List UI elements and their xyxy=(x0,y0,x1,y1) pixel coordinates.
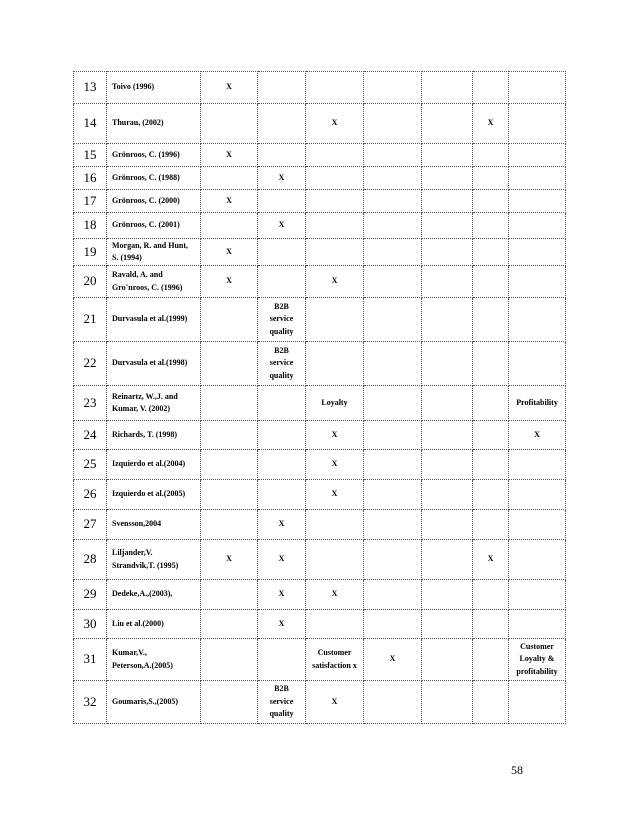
mark-cell-c1 xyxy=(201,104,258,144)
mark-cell-c3: X xyxy=(306,450,364,480)
mark-cell-c7 xyxy=(509,681,566,724)
mark-cell-c6 xyxy=(473,342,509,386)
table-row xyxy=(74,167,566,190)
mark-cell-c2 xyxy=(258,239,306,266)
row-number: 27 xyxy=(74,510,107,540)
mark-cell-c5 xyxy=(422,298,473,342)
table-row xyxy=(74,342,566,386)
mark-cell-c1: X xyxy=(201,540,258,580)
reference-cell: Izquierdo et al.(2005) xyxy=(107,480,201,510)
mark-cell-c6 xyxy=(473,239,509,266)
mark-cell-c1 xyxy=(201,450,258,480)
mark-cell-c1 xyxy=(201,421,258,450)
mark-cell-c7: Profitability xyxy=(509,386,566,421)
table-body xyxy=(74,72,566,724)
mark-cell-c3 xyxy=(306,510,364,540)
mark-cell-c6 xyxy=(473,144,509,167)
mark-cell-c5 xyxy=(422,610,473,639)
mark-cell-c6 xyxy=(473,681,509,724)
mark-cell-c5 xyxy=(422,144,473,167)
mark-cell-c1: X xyxy=(201,190,258,213)
reference-cell: Toivo (1996) xyxy=(107,72,201,104)
reference-cell: Liljander,V. Strandvik,T. (1995) xyxy=(107,540,201,580)
table-row xyxy=(74,144,566,167)
mark-cell-c2 xyxy=(258,450,306,480)
mark-cell-c4 xyxy=(364,104,422,144)
mark-cell-c5 xyxy=(422,480,473,510)
mark-cell-c3: X xyxy=(306,681,364,724)
mark-cell-c7: Customer Loyalty & profitability xyxy=(509,639,566,681)
mark-cell-c7 xyxy=(509,540,566,580)
table-row xyxy=(74,480,566,510)
mark-cell-c3 xyxy=(306,610,364,639)
table-row xyxy=(74,510,566,540)
mark-cell-c6: X xyxy=(473,104,509,144)
mark-cell-c3: X xyxy=(306,104,364,144)
mark-cell-c4 xyxy=(364,480,422,510)
mark-cell-c4 xyxy=(364,144,422,167)
table-row xyxy=(74,104,566,144)
mark-cell-c1: X xyxy=(201,239,258,266)
mark-cell-c3 xyxy=(306,167,364,190)
row-number: 29 xyxy=(74,580,107,610)
mark-cell-c5 xyxy=(422,167,473,190)
mark-cell-c4: X xyxy=(364,639,422,681)
row-number: 17 xyxy=(74,190,107,213)
table-row xyxy=(74,266,566,298)
table-row xyxy=(74,298,566,342)
mark-cell-c2 xyxy=(258,144,306,167)
table-row xyxy=(74,450,566,480)
mark-cell-c6: X xyxy=(473,540,509,580)
row-number: 19 xyxy=(74,239,107,266)
mark-cell-c6 xyxy=(473,266,509,298)
mark-cell-c7 xyxy=(509,167,566,190)
mark-cell-c5 xyxy=(422,190,473,213)
mark-cell-c1 xyxy=(201,386,258,421)
mark-cell-c1 xyxy=(201,639,258,681)
mark-cell-c7 xyxy=(509,510,566,540)
mark-cell-c1 xyxy=(201,510,258,540)
mark-cell-c3: X xyxy=(306,480,364,510)
mark-cell-c2 xyxy=(258,386,306,421)
mark-cell-c4 xyxy=(364,421,422,450)
reference-cell: Durvasula et al.(1999) xyxy=(107,298,201,342)
reference-cell: Morgan, R. and Hunt, S. (1994) xyxy=(107,239,201,266)
mark-cell-c5 xyxy=(422,540,473,580)
mark-cell-c2 xyxy=(258,72,306,104)
mark-cell-c7 xyxy=(509,610,566,639)
mark-cell-c4 xyxy=(364,342,422,386)
row-number: 15 xyxy=(74,144,107,167)
mark-cell-c3 xyxy=(306,144,364,167)
mark-cell-c3: Loyalty xyxy=(306,386,364,421)
mark-cell-c2: X xyxy=(258,213,306,239)
mark-cell-c6 xyxy=(473,190,509,213)
mark-cell-c2: X xyxy=(258,610,306,639)
mark-cell-c1 xyxy=(201,298,258,342)
reference-cell: Liu et al.(2000) xyxy=(107,610,201,639)
table-row xyxy=(74,681,566,724)
reference-cell: Kumar,V., Peterson,A.(2005) xyxy=(107,639,201,681)
row-number: 18 xyxy=(74,213,107,239)
reference-cell: Goumaris,S.,(2005) xyxy=(107,681,201,724)
reference-cell: Ravald, A. and Gro¨nroos, C. (1996) xyxy=(107,266,201,298)
mark-cell-c6 xyxy=(473,480,509,510)
table-row xyxy=(74,540,566,580)
mark-cell-c2 xyxy=(258,266,306,298)
mark-cell-c2: B2B service quality xyxy=(258,298,306,342)
table-row xyxy=(74,421,566,450)
mark-cell-c3 xyxy=(306,540,364,580)
mark-cell-c4 xyxy=(364,386,422,421)
mark-cell-c5 xyxy=(422,421,473,450)
mark-cell-c7 xyxy=(509,480,566,510)
mark-cell-c6 xyxy=(473,421,509,450)
row-number: 20 xyxy=(74,266,107,298)
reference-cell: Grönroos, C. (2000) xyxy=(107,190,201,213)
mark-cell-c5 xyxy=(422,342,473,386)
mark-cell-c4 xyxy=(364,72,422,104)
table-row xyxy=(74,190,566,213)
literature-table xyxy=(73,71,566,724)
mark-cell-c7 xyxy=(509,144,566,167)
row-number: 28 xyxy=(74,540,107,580)
mark-cell-c6 xyxy=(473,213,509,239)
reference-cell: Dedeke,A.,(2003), xyxy=(107,580,201,610)
mark-cell-c1 xyxy=(201,580,258,610)
mark-cell-c5 xyxy=(422,681,473,724)
row-number: 24 xyxy=(74,421,107,450)
mark-cell-c1 xyxy=(201,681,258,724)
mark-cell-c6 xyxy=(473,450,509,480)
mark-cell-c5 xyxy=(422,266,473,298)
row-number: 21 xyxy=(74,298,107,342)
mark-cell-c2: X xyxy=(258,510,306,540)
mark-cell-c2: X xyxy=(258,580,306,610)
mark-cell-c7: X xyxy=(509,421,566,450)
mark-cell-c1: X xyxy=(201,72,258,104)
table-row xyxy=(74,386,566,421)
reference-cell: Grönroos, C. (1988) xyxy=(107,167,201,190)
mark-cell-c3 xyxy=(306,239,364,266)
row-number: 25 xyxy=(74,450,107,480)
mark-cell-c7 xyxy=(509,580,566,610)
mark-cell-c3: X xyxy=(306,421,364,450)
mark-cell-c3 xyxy=(306,342,364,386)
mark-cell-c4 xyxy=(364,540,422,580)
table-row xyxy=(74,239,566,266)
mark-cell-c1 xyxy=(201,342,258,386)
mark-cell-c3: X xyxy=(306,266,364,298)
reference-cell: Reinartz, W.,J. and Kumar, V. (2002) xyxy=(107,386,201,421)
mark-cell-c1 xyxy=(201,480,258,510)
reference-cell: Grönroos, C. (1996) xyxy=(107,144,201,167)
mark-cell-c6 xyxy=(473,610,509,639)
mark-cell-c6 xyxy=(473,510,509,540)
mark-cell-c5 xyxy=(422,639,473,681)
mark-cell-c3: X xyxy=(306,580,364,610)
mark-cell-c3: Customer satisfaction x xyxy=(306,639,364,681)
mark-cell-c1 xyxy=(201,610,258,639)
reference-cell: Grönroos, C. (2001) xyxy=(107,213,201,239)
mark-cell-c6 xyxy=(473,580,509,610)
mark-cell-c5 xyxy=(422,386,473,421)
mark-cell-c4 xyxy=(364,213,422,239)
row-number: 13 xyxy=(74,72,107,104)
mark-cell-c4 xyxy=(364,450,422,480)
mark-cell-c6 xyxy=(473,167,509,190)
row-number: 26 xyxy=(74,480,107,510)
mark-cell-c1 xyxy=(201,167,258,190)
mark-cell-c5 xyxy=(422,580,473,610)
mark-cell-c2 xyxy=(258,104,306,144)
mark-cell-c2 xyxy=(258,639,306,681)
mark-cell-c2: B2B service quality xyxy=(258,681,306,724)
table-row xyxy=(74,72,566,104)
mark-cell-c2: B2B service quality xyxy=(258,342,306,386)
reference-cell: Richards, T. (1998) xyxy=(107,421,201,450)
table-row xyxy=(74,639,566,681)
row-number: 16 xyxy=(74,167,107,190)
reference-cell: Izquierdo et al.(2004) xyxy=(107,450,201,480)
mark-cell-c4 xyxy=(364,239,422,266)
mark-cell-c1: X xyxy=(201,144,258,167)
mark-cell-c7 xyxy=(509,266,566,298)
mark-cell-c5 xyxy=(422,213,473,239)
row-number: 32 xyxy=(74,681,107,724)
row-number: 22 xyxy=(74,342,107,386)
mark-cell-c2 xyxy=(258,421,306,450)
page-number: 58 xyxy=(511,763,523,777)
row-number: 30 xyxy=(74,610,107,639)
mark-cell-c7 xyxy=(509,104,566,144)
mark-cell-c7 xyxy=(509,190,566,213)
mark-cell-c4 xyxy=(364,510,422,540)
mark-cell-c6 xyxy=(473,639,509,681)
mark-cell-c4 xyxy=(364,580,422,610)
mark-cell-c3 xyxy=(306,72,364,104)
mark-cell-c5 xyxy=(422,450,473,480)
mark-cell-c2: X xyxy=(258,167,306,190)
mark-cell-c7 xyxy=(509,342,566,386)
mark-cell-c4 xyxy=(364,681,422,724)
mark-cell-c1: X xyxy=(201,266,258,298)
reference-cell: Durvasula et al.(1998) xyxy=(107,342,201,386)
mark-cell-c4 xyxy=(364,298,422,342)
mark-cell-c7 xyxy=(509,450,566,480)
mark-cell-c3 xyxy=(306,298,364,342)
table-row xyxy=(74,580,566,610)
table-row xyxy=(74,610,566,639)
mark-cell-c6 xyxy=(473,298,509,342)
mark-cell-c7 xyxy=(509,239,566,266)
row-number: 14 xyxy=(74,104,107,144)
mark-cell-c7 xyxy=(509,72,566,104)
mark-cell-c7 xyxy=(509,213,566,239)
mark-cell-c7 xyxy=(509,298,566,342)
mark-cell-c3 xyxy=(306,190,364,213)
mark-cell-c3 xyxy=(306,213,364,239)
reference-cell: Svensson,2004 xyxy=(107,510,201,540)
row-number: 23 xyxy=(74,386,107,421)
mark-cell-c5 xyxy=(422,104,473,144)
mark-cell-c2 xyxy=(258,480,306,510)
mark-cell-c2 xyxy=(258,190,306,213)
reference-cell: Thurau, (2002) xyxy=(107,104,201,144)
mark-cell-c4 xyxy=(364,266,422,298)
mark-cell-c5 xyxy=(422,72,473,104)
mark-cell-c1 xyxy=(201,213,258,239)
mark-cell-c4 xyxy=(364,190,422,213)
mark-cell-c6 xyxy=(473,386,509,421)
mark-cell-c5 xyxy=(422,510,473,540)
mark-cell-c2: X xyxy=(258,540,306,580)
mark-cell-c5 xyxy=(422,239,473,266)
table-row xyxy=(74,213,566,239)
row-number: 31 xyxy=(74,639,107,681)
mark-cell-c4 xyxy=(364,610,422,639)
mark-cell-c6 xyxy=(473,72,509,104)
mark-cell-c4 xyxy=(364,167,422,190)
